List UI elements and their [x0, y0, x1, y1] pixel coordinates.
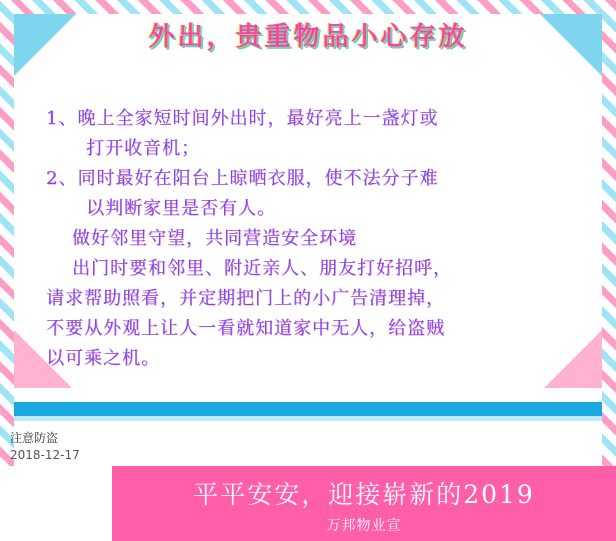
caption-date: 2018-12-17 — [10, 448, 80, 462]
body-line: 不要从外观上让人一看就知道家中无人，给盗贼 — [46, 318, 445, 339]
poster-headline: 外出，贵重物品小心存放 — [148, 22, 468, 52]
blue-divider-bar — [14, 402, 602, 416]
caption-title: 注意防盗 — [10, 431, 59, 445]
body-line: 做好邻里守望，共同营造安全环境 — [72, 228, 357, 249]
body-line: 打开收音机； — [86, 138, 200, 159]
blue-divider-bar-shadow — [14, 416, 602, 421]
body-line: 以判断家里是否有人。 — [86, 198, 276, 219]
footer-left-spacer — [0, 466, 112, 541]
footer-banner — [112, 466, 616, 541]
body-line: 请求帮助照看，并定期把门上的小广告清理掉， — [46, 288, 445, 309]
caption-block — [10, 430, 80, 464]
body-line: 以可乘之机。 — [46, 348, 160, 369]
body-line: 出门时要和邻里、附近亲人、朋友打好招呼， — [72, 258, 452, 279]
body-line: 2、同时最好在阳台上晾晒衣服，使不法分子难 — [46, 168, 439, 189]
body-line: 1、晚上全家短时间外出时，最好亮上一盏灯或 — [46, 108, 439, 129]
poster-body-text — [46, 104, 576, 374]
footer-signature: 万邦物业宣 — [326, 518, 402, 534]
footer-main-text: 平平安安，迎接崭新的2019 — [193, 480, 535, 509]
